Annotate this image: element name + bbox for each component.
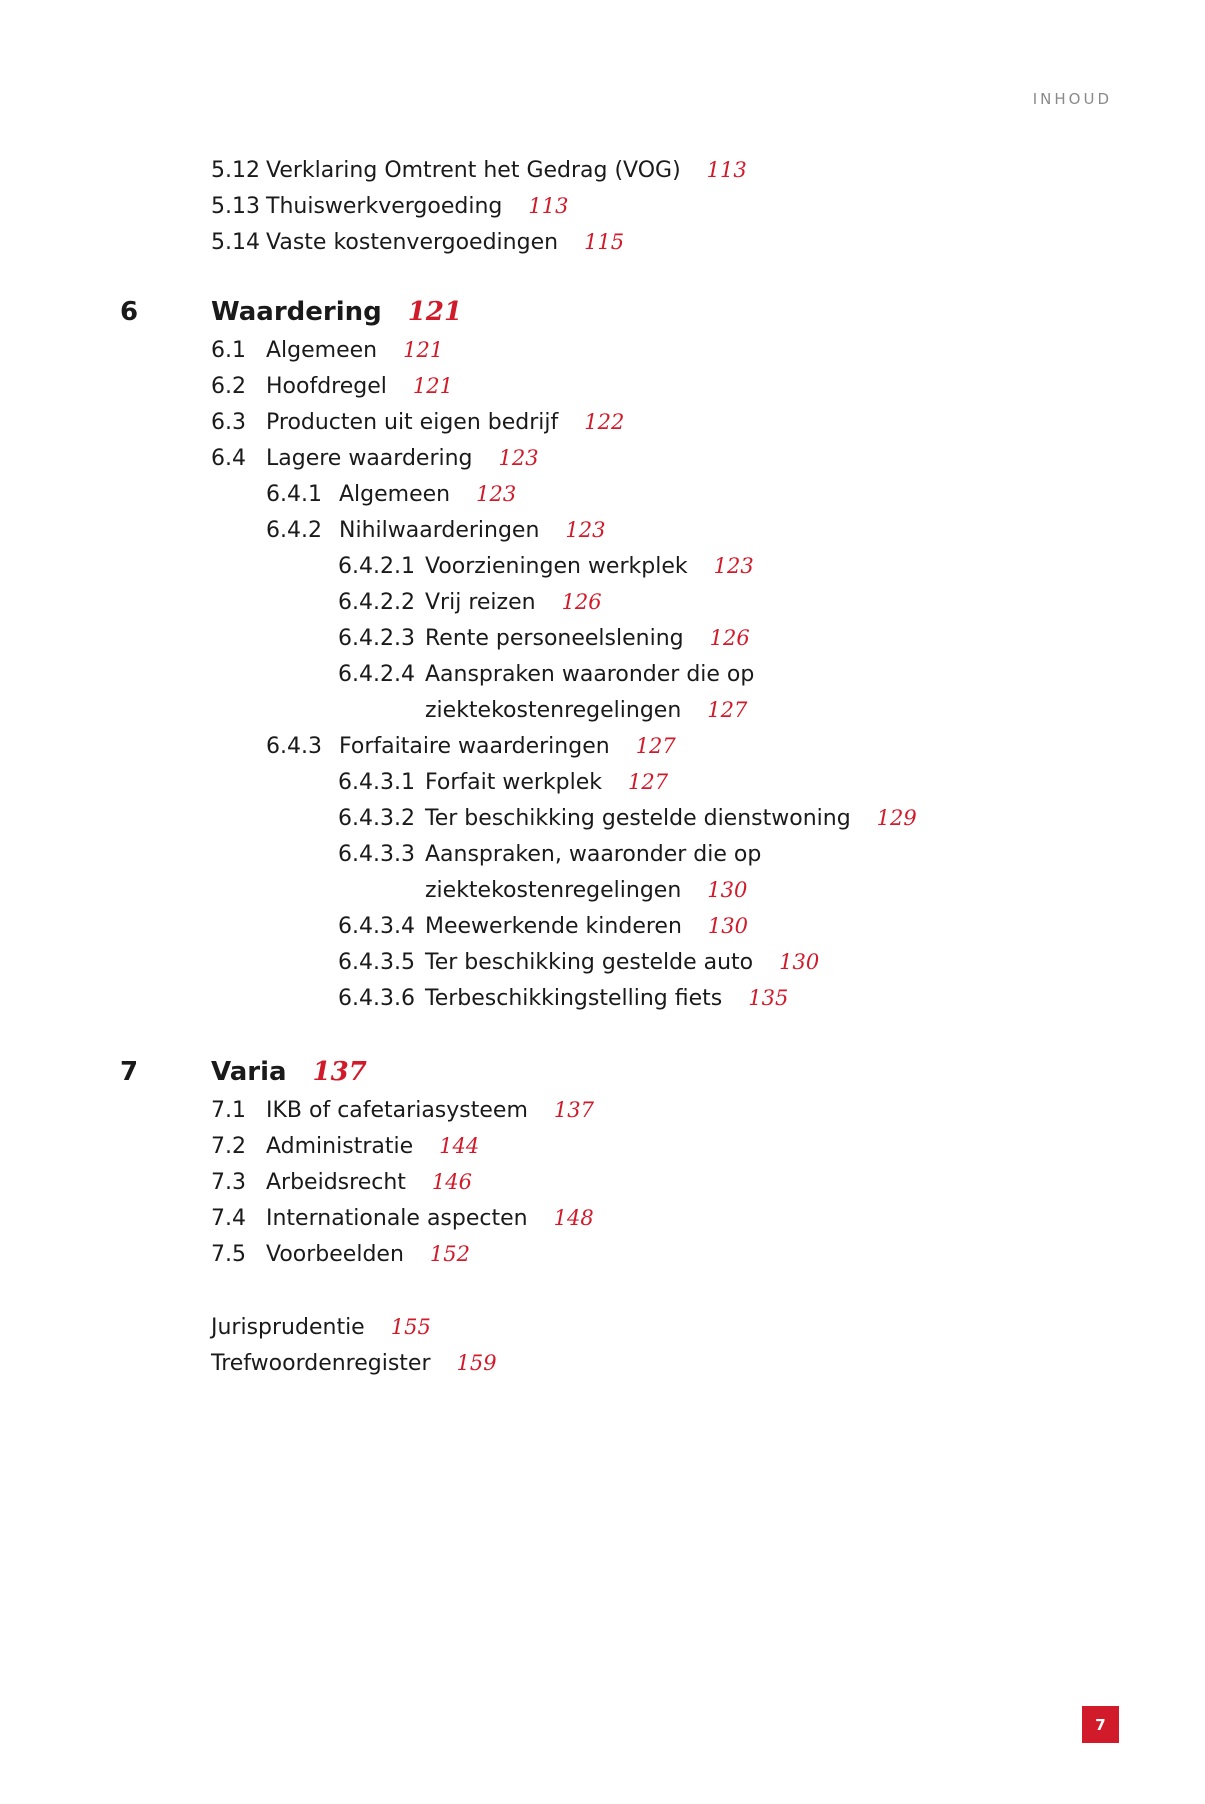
toc-title: Algemeen: [266, 338, 378, 363]
toc-title: Jurisprudentie: [211, 1315, 365, 1340]
toc-number: 6.4.3.6: [338, 986, 415, 1011]
toc-page: 115: [584, 230, 625, 254]
toc-page: 113: [528, 194, 569, 218]
toc-number: 6.4.3: [266, 734, 322, 759]
toc-title: IKB of cafetariasysteem: [266, 1098, 528, 1123]
toc-number: 7.4: [211, 1206, 246, 1231]
toc-page: 121: [403, 338, 444, 362]
toc-title: Lagere waardering: [266, 446, 473, 471]
toc-number: 6.3: [211, 410, 246, 435]
toc-page: 130: [707, 878, 748, 902]
toc-title: Nihilwaarderingen: [339, 518, 540, 543]
toc-number: 6.4.2.3: [338, 626, 415, 651]
toc-page: 144: [439, 1134, 480, 1158]
toc-chapter-title: Varia: [211, 1057, 287, 1087]
toc-title: Aanspraken waaronder die op: [425, 662, 755, 687]
toc-page: 130: [707, 914, 748, 938]
toc-title: Voorbeelden: [266, 1242, 404, 1267]
toc-page: 137: [312, 1057, 367, 1087]
page-number-badge: 7: [1082, 1706, 1119, 1743]
toc-number: 6.4.3.5: [338, 950, 415, 975]
toc-title: Hoofdregel: [266, 374, 387, 399]
toc-number: 6.4.3.1: [338, 770, 415, 795]
toc-title: Terbeschikkingstelling fiets: [425, 986, 723, 1011]
toc-number: 6.1: [211, 338, 246, 363]
toc-page: 123: [713, 554, 754, 578]
toc-title: Ter beschikking gestelde dienstwoning: [425, 806, 851, 831]
running-head: INHOUD: [1032, 90, 1112, 108]
toc-number: 6.4.2.2: [338, 590, 415, 615]
toc-title: Forfait werkplek: [425, 770, 602, 795]
toc-page: 121: [412, 374, 453, 398]
toc-title: Trefwoordenregister: [211, 1351, 431, 1376]
toc-page: 127: [628, 770, 669, 794]
toc-title: Algemeen: [339, 482, 451, 507]
toc-page: 121: [407, 297, 463, 327]
toc-number: 6.4: [211, 446, 246, 471]
toc-chapter-title: Waardering: [211, 297, 382, 327]
toc-chapter-number: 6: [120, 297, 139, 327]
toc-number: 6.4.3.2: [338, 806, 415, 831]
toc-title: Vrij reizen: [425, 590, 536, 615]
toc-page: 127: [635, 734, 676, 758]
toc-page: 123: [476, 482, 517, 506]
toc-title: ziektekostenregelingen: [425, 878, 682, 903]
toc-number: 7.1: [211, 1098, 246, 1123]
toc-page: 148: [553, 1206, 594, 1230]
toc-page: 126: [709, 626, 750, 650]
toc-title: Aanspraken, waaronder die op: [425, 842, 762, 867]
toc-number: 5.14: [211, 230, 260, 255]
toc-page: 126: [561, 590, 602, 614]
toc-page: 123: [565, 518, 606, 542]
toc-page: 155: [390, 1315, 431, 1339]
toc-number: 6.4.2.4: [338, 662, 415, 687]
toc-title: Thuiswerkvergoeding: [266, 194, 503, 219]
toc-number: 6.4.2: [266, 518, 322, 543]
toc-title: Arbeidsrecht: [266, 1170, 406, 1195]
toc-number: 5.13: [211, 194, 260, 219]
toc-title: Verklaring Omtrent het Gedrag (VOG): [266, 158, 681, 183]
toc-number: 6.4.2.1: [338, 554, 415, 579]
toc-number: 7.3: [211, 1170, 246, 1195]
toc-title: Voorzieningen werkplek: [425, 554, 688, 579]
toc-title: Administratie: [266, 1134, 414, 1159]
toc-title: Vaste kostenvergoedingen: [266, 230, 559, 255]
toc-number: 6.2: [211, 374, 246, 399]
toc-page: 123: [498, 446, 539, 470]
toc-page: 159: [456, 1351, 497, 1375]
toc-page: 130: [779, 950, 820, 974]
toc-page: 135: [748, 986, 789, 1010]
toc-number: 6.4.3.3: [338, 842, 415, 867]
toc-title: Forfaitaire waarderingen: [339, 734, 610, 759]
toc-number: 6.4.1: [266, 482, 322, 507]
toc-page: 122: [584, 410, 625, 434]
toc-page: 127: [707, 698, 748, 722]
toc-page: 129: [876, 806, 917, 830]
toc-title: ziektekostenregelingen: [425, 698, 682, 723]
toc-number: 5.12: [211, 158, 260, 183]
toc-title: Ter beschikking gestelde auto: [425, 950, 754, 975]
toc-page: 146: [431, 1170, 472, 1194]
toc-page: 137: [553, 1098, 594, 1122]
toc-title: Rente personeelslening: [425, 626, 684, 651]
toc-page: 152: [429, 1242, 470, 1266]
toc-number: 7.5: [211, 1242, 246, 1267]
toc-chapter-number: 7: [120, 1057, 139, 1087]
toc-title: Meewerkende kinderen: [425, 914, 682, 939]
toc-number: 6.4.3.4: [338, 914, 415, 939]
toc-title: Internationale aspecten: [266, 1206, 528, 1231]
toc-page: 113: [706, 158, 747, 182]
toc-number: 7.2: [211, 1134, 246, 1159]
toc-title: Producten uit eigen bedrijf: [266, 410, 559, 435]
